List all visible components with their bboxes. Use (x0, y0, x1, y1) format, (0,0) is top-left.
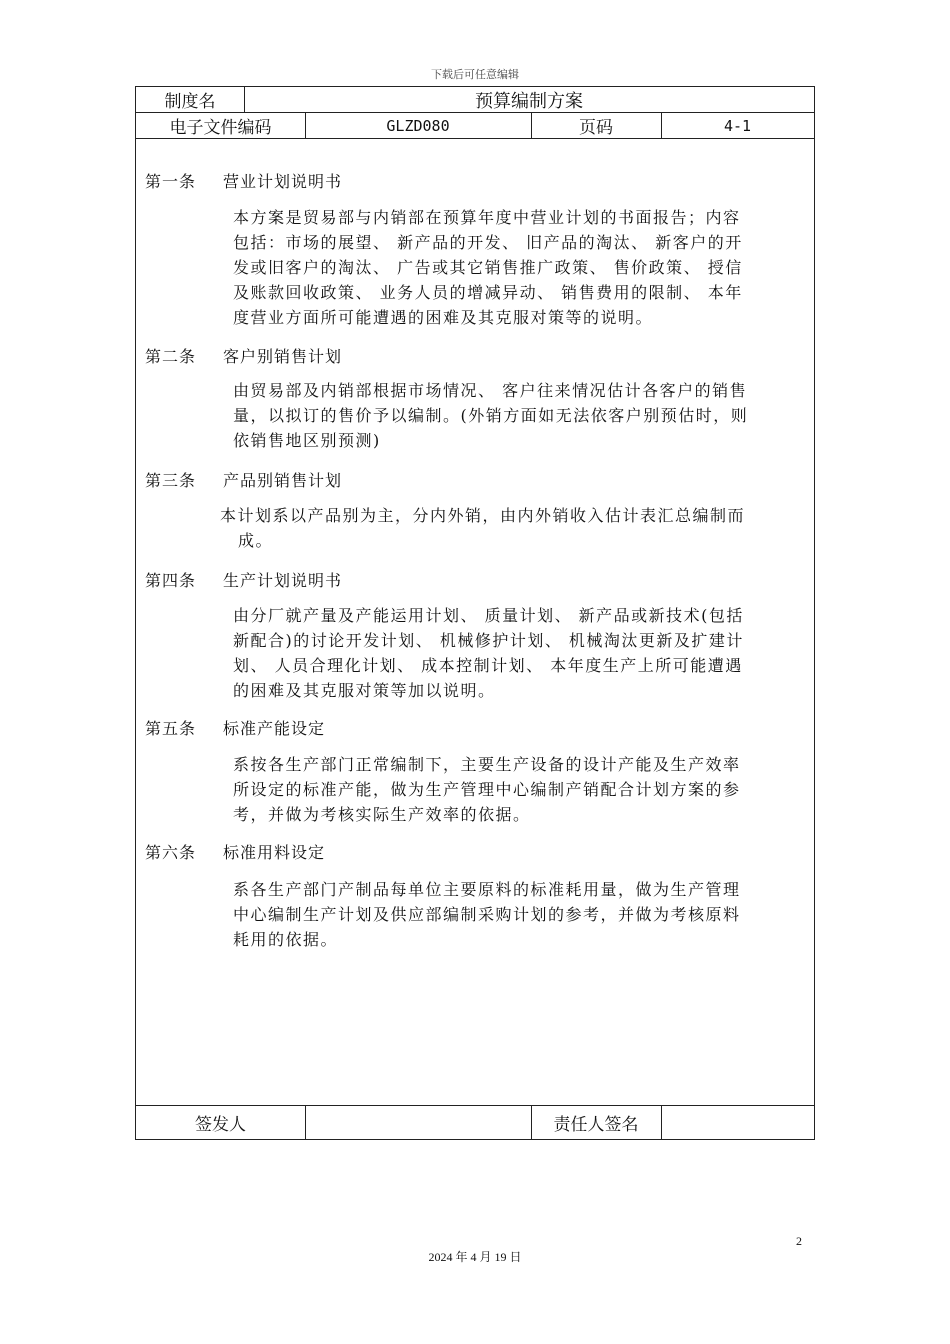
paragraph-line: 量，以拟订的售价予以编制。(外销方面如无法依客户别预估时，则 (233, 406, 749, 425)
regulation-name-label: 制度名 (164, 92, 216, 112)
article-paragraph (233, 752, 741, 827)
article-paragraph (233, 378, 748, 453)
paragraph-line: 发或旧客户的淘汰、 广告或其它销售推广政策、 售价政策、 授信 (233, 258, 743, 277)
article-heading (145, 840, 325, 863)
paragraph-line: 所设定的标准产能，做为生产管理中心编制产销配合计划方案的参 (233, 780, 741, 799)
paragraph-line: 成。 (238, 531, 274, 550)
article-heading (145, 568, 342, 591)
article-title: 产品别销售计划 (223, 471, 343, 490)
paragraph-line: 包括：市场的展望、 新产品的开发、 旧产品的淘汰、 新客户的开 (233, 233, 743, 252)
article-number: 第一条 (145, 172, 197, 191)
article-title: 标准用料设定 (223, 843, 326, 862)
regulation-form (135, 86, 815, 1140)
article-number: 第三条 (145, 471, 197, 490)
paragraph-line: 由贸易部及内销部根据市场情况、 客户往来情况估计各客户的销售 (233, 381, 748, 400)
download-note: 下载后可任意编辑 (431, 68, 519, 81)
paragraph-line: 依销售地区别预测) (233, 431, 381, 450)
article-heading (145, 716, 325, 739)
article-paragraph (220, 503, 745, 553)
paragraph-line: 由分厂就产量及产能运用计划、 质量计划、 新产品或新技术(包括 (233, 606, 744, 625)
file-code-value: GLZD080 (386, 116, 450, 135)
paragraph-line: 划、 人员合理化计划、 成本控制计划、 本年度生产上所可能遭遇 (233, 656, 743, 675)
article-title: 客户别销售计划 (223, 347, 343, 366)
article-title: 生产计划说明书 (223, 571, 343, 590)
article-title: 营业计划说明书 (223, 172, 343, 191)
paragraph-line: 及账款回收政策、 业务人员的增减异动、 销售费用的限制、 本年 (233, 283, 743, 302)
article-number: 第四条 (145, 571, 197, 590)
article-number: 第六条 (145, 843, 197, 862)
paragraph-line: 新配合)的讨论开发计划、 机械修护计划、 机械淘汰更新及扩建计 (233, 631, 744, 650)
paragraph-line: 中心编制生产计划及供应部编制采购计划的参考，并做为考核原料 (233, 905, 741, 924)
article-paragraph (233, 205, 743, 330)
article-heading (145, 344, 342, 367)
article-number: 第五条 (145, 719, 197, 738)
responsible-signature-field[interactable] (661, 1106, 814, 1139)
page-code-value: 4-1 (723, 116, 752, 135)
paragraph-line: 度营业方面所可能遭遇的困难及其克服对策等的说明。 (233, 308, 654, 327)
issuer-field[interactable] (305, 1106, 531, 1139)
regulation-title: 预算编制方案 (475, 90, 583, 112)
page-number: 2 (796, 1234, 802, 1248)
footer-date: 2024 年 4 月 19 日 (428, 1250, 522, 1264)
paragraph-line: 耗用的依据。 (233, 930, 339, 949)
article-heading (145, 468, 342, 491)
article-paragraph (233, 603, 744, 703)
issuer-label: 签发人 (195, 1115, 246, 1135)
paragraph-line: 本计划系以产品别为主，分内外销，由内外销收入估计表汇总编制而 (220, 506, 746, 525)
paragraph-line: 的困难及其克服对策等加以说明。 (233, 681, 496, 700)
file-code-label: 电子文件编码 (169, 118, 272, 138)
page-code-label: 页码 (579, 118, 613, 138)
paragraph-line: 本方案是贸易部与内销部在预算年度中营业计划的书面报告；内容 (233, 208, 741, 227)
article-number: 第二条 (145, 347, 197, 366)
article-title: 标准产能设定 (223, 719, 326, 738)
article-paragraph (233, 877, 741, 952)
regulation-body (136, 139, 814, 1105)
paragraph-line: 考，并做为考核实际生产效率的依据。 (233, 805, 531, 824)
article-heading (145, 169, 342, 192)
responsible-signature-label: 责任人签名 (553, 1115, 639, 1135)
paragraph-line: 系按各生产部门正常编制下，主要生产设备的设计产能及生产效率 (233, 755, 741, 774)
paragraph-line: 系各生产部门产制品每单位主要原料的标准耗用量，做为生产管理 (233, 880, 741, 899)
